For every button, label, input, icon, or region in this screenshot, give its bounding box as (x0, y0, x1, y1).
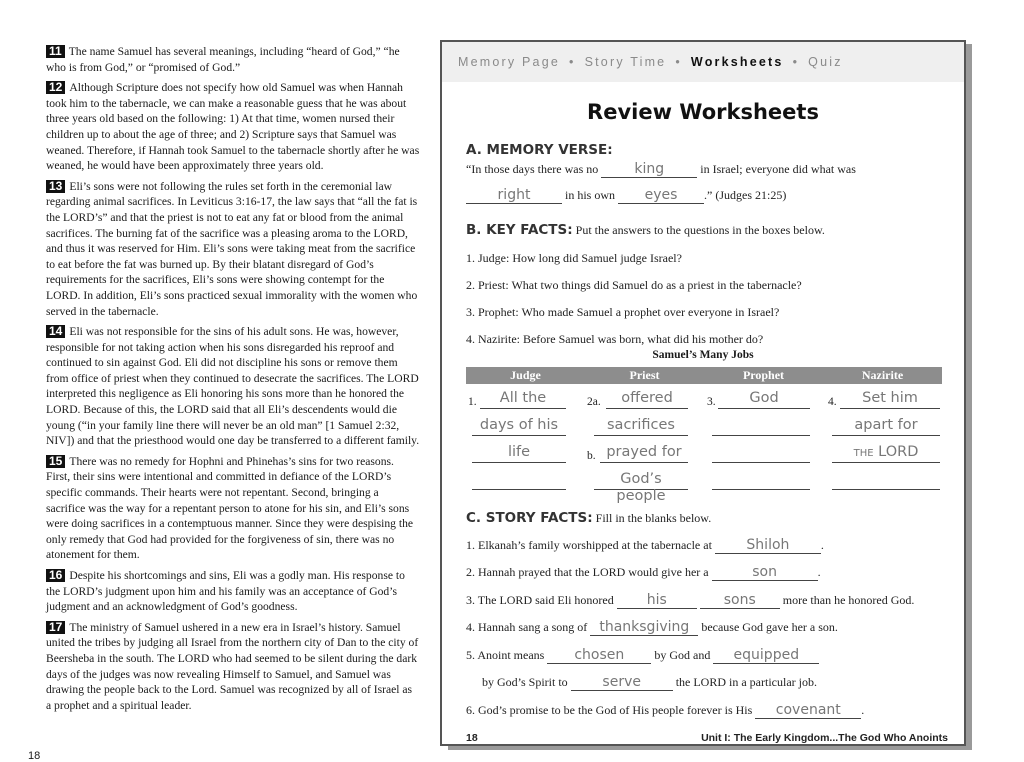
section-heading: C. STORY FACTS: (466, 510, 593, 526)
paragraph-text: Eli was not responsible for the sins of his adult sons. He was, however, responsible for not taking action when his sons disregarded his reproof and continued to sin against God. Eli did not discipline his sons or remove them from office of priest when they continued to desecrate the sacrifices. The LORD interpreted this negligence as Eli honoring his sons more than he honored the LORD. Because of this, the LORD said that all Eli’s descendents would die young (“in your family line there will never be an old man” [1 Samuel 2:32, NIV]) and that the priesthood would one day be transferred to a different family. (46, 325, 420, 448)
answer-blank[interactable]: king (601, 162, 697, 178)
column-header-prophet: Prophet (742, 368, 785, 382)
question-text: by God and (654, 648, 711, 662)
prophet-prefix: 3. (707, 396, 716, 408)
question-text: 1. Elkanah’s family worshipped at the tabernacle at (466, 538, 712, 552)
verse-text: “In those days there was no (466, 162, 599, 176)
column-header-priest: Priest (629, 368, 660, 382)
worksheet-title: Review Worksheets (587, 100, 819, 124)
nazirite-answer-line[interactable] (832, 444, 940, 463)
priest-answer-line[interactable]: offered (606, 390, 688, 409)
question-text: . (820, 538, 824, 552)
tab-quiz[interactable]: Quiz (808, 55, 843, 69)
paragraph-14 (46, 324, 420, 449)
paragraph-number: 16 (46, 569, 65, 582)
question-text: the LORD in a particular job. (675, 675, 817, 689)
column-header-judge: Judge (510, 368, 541, 382)
jobs-table-title: Samuel’s Many Jobs (652, 349, 754, 361)
prophet-answer-line[interactable] (712, 444, 810, 463)
judge-answer-line[interactable]: days of his (472, 417, 566, 436)
story-fact-1 (466, 538, 824, 554)
nazirite-answer-line[interactable]: Set him (840, 390, 940, 409)
footer-unit-title: Unit I: The Early Kingdom...The God Who Anoints (701, 732, 948, 744)
story-fact-4 (466, 620, 838, 636)
footer-page-number: 18 (466, 732, 478, 744)
story-fact-5-continued (482, 675, 817, 691)
answer-blank[interactable]: his (617, 593, 697, 609)
story-fact-6 (466, 703, 864, 719)
key-fact-question: 4. Nazirite: Before Samuel was born, what did his mother do? (466, 332, 764, 346)
verse-text: .” (Judges 21:25) (704, 188, 787, 202)
answer-blank[interactable]: serve (571, 675, 673, 691)
nazirite-prefix: 4. (828, 396, 837, 408)
answer-blank[interactable]: right (466, 188, 562, 204)
priest-answer-line[interactable]: God’s people (594, 471, 688, 490)
question-text: more than he honored God. (782, 593, 915, 607)
answer-blank[interactable]: Shiloh (715, 538, 821, 554)
question-text: . (861, 703, 865, 717)
prophet-answer-line[interactable]: God (718, 390, 810, 409)
nav-separator: • (675, 55, 682, 69)
section-heading: A. MEMORY VERSE: (466, 142, 613, 158)
question-text: by God’s Spirit to (482, 675, 568, 689)
answer-blank[interactable]: sons (700, 593, 780, 609)
key-fact-question: 3. Prophet: Who made Samuel a prophet over everyone in Israel? (466, 305, 780, 319)
paragraph-number: 17 (46, 621, 65, 634)
paragraph-number: 12 (46, 81, 65, 94)
section-nav (442, 42, 964, 82)
nazirite-answer-line[interactable]: apart for (832, 417, 940, 436)
paragraph-number: 14 (46, 325, 65, 338)
key-fact-question: 2. Priest: What two things did Samuel do as a priest in the tabernacle? (466, 278, 802, 292)
jobs-table-header (466, 367, 942, 384)
paragraph-number: 15 (46, 455, 65, 468)
judge-answer-line[interactable]: All the (480, 390, 566, 409)
paragraph-16 (46, 568, 420, 615)
tab-memory-page[interactable]: Memory Page (458, 55, 561, 69)
paragraph-13 (46, 179, 420, 319)
key-facts-heading (466, 222, 825, 238)
section-instruction: Fill in the blanks below. (595, 511, 712, 525)
paragraph-text: The ministry of Samuel ushered in a new era in Israel’s history. Samuel united the tribes by judging all Israel from the northern city of Dan to the city of Beersheba in the south. The LORD who had seemed to be silent during the dark days of the judges was now revealing Himself to Samuel, and Samuel was drawing the people back to the Lord. Samuel was recognized by all of Israel as a prophet and a spiritual leader. (46, 620, 419, 712)
judge-prefix: 1. (468, 396, 477, 408)
story-fact-3 (466, 593, 914, 609)
section-instruction: Put the answers to the questions in the boxes below. (575, 223, 825, 237)
worksheet-panel (440, 40, 966, 746)
answer-blank[interactable]: covenant (755, 703, 861, 719)
nav-separator: • (569, 55, 576, 69)
page-number: 18 (28, 750, 41, 762)
answer-blank[interactable]: chosen (547, 648, 651, 664)
prophet-answer-line[interactable] (712, 417, 810, 436)
priest-answer-line[interactable]: sacrifices (594, 417, 688, 436)
prophet-answer-line[interactable] (712, 471, 810, 490)
paragraph-11 (46, 44, 420, 75)
tab-worksheets[interactable]: Worksheets (690, 55, 784, 69)
memory-verse-line-2 (466, 188, 786, 204)
verse-text: in Israel; everyone did what was (700, 162, 856, 176)
question-text: 2. Hannah prayed that the LORD would give her a (466, 565, 709, 579)
answer-blank[interactable]: eyes (618, 188, 704, 204)
question-text: . (817, 565, 821, 579)
nav-separator: • (792, 55, 800, 69)
paragraph-12 (46, 80, 420, 174)
paragraph-text: There was no remedy for Hophni and Phinehas’s sins for two reasons. First, their sins were intentional and committed in defiance of the LORD’s specific commands. Their hearts were not repentant. Second, bringing a sacrifice was the way for a repentant person to atone for his sin, and Eli’s sons were doing sacrifices in a contemptuous manner. Since they were despising the only remedy that God had provided for the forgiveness of sin, there was no atonement for them. (46, 454, 414, 562)
paragraph-text: Despite his shortcomings and sins, Eli was a godly man. His response to the LORD’s judgment upon him and his family was an acceptance of God’s judgment and an acknowledgment of God’s goodness. (46, 569, 405, 614)
story-fact-5 (466, 648, 819, 664)
tab-story-time[interactable]: Story Time (584, 55, 667, 69)
nazirite-answer-text: the LORD (853, 444, 919, 460)
paragraph-number: 13 (46, 180, 65, 193)
paragraph-text: The name Samuel has several meanings, including “heard of God,” “he who is from God,” or “promised of God.” (46, 45, 400, 74)
commentary-column (46, 44, 420, 718)
story-fact-2 (466, 565, 821, 581)
paragraph-15 (46, 454, 420, 563)
column-header-nazirite: Nazirite (861, 368, 904, 382)
priest-answer-line[interactable]: prayed for (600, 444, 688, 463)
question-text: 5. Anoint means (466, 648, 545, 662)
memory-verse-heading (466, 142, 613, 158)
paragraph-text: Eli’s sons were not following the rules set forth in the ceremonial law regarding animal sacrifices. In Leviticus 3:16-17, the law says that “all the fat is the LORD’s” and that the priest is not to eat any fat or blood from the animal sacrifices. The burning fat of the sacrifice was a pleasing aroma to the LORD, and thus it was reserved for Him. Eli’s sons were taking meat from the sacrifice to eat before the fat was burned up. By their blatant disregard of God’s requirements for the sacrifices, Eli’s sons were showing contempt for the LORD. In addition, Eli’s sons practiced sexual immorality with the women who served in the tabernacle. (46, 179, 418, 318)
answer-blank[interactable]: equipped (713, 648, 819, 664)
nazirite-answer-line[interactable] (832, 471, 940, 490)
paragraph-number: 11 (46, 45, 65, 58)
question-text: 3. The LORD said Eli honored (466, 593, 614, 607)
judge-answer-line[interactable]: life (472, 444, 566, 463)
memory-verse-line-1 (466, 162, 856, 178)
judge-answer-line[interactable] (472, 471, 566, 490)
priest-prefix-a: 2a. (587, 396, 601, 408)
key-fact-question: 1. Judge: How long did Samuel judge Israel? (466, 251, 682, 265)
question-text: 6. God’s promise to be the God of His people forever is His (466, 703, 753, 717)
verse-text: in his own (565, 188, 616, 202)
priest-prefix-b: b. (587, 450, 596, 462)
paragraph-17 (46, 620, 420, 714)
question-text: because God gave her a son. (701, 620, 838, 634)
answer-blank[interactable]: thanksgiving (590, 620, 698, 636)
story-facts-heading (466, 510, 711, 526)
answer-blank[interactable]: son (712, 565, 818, 581)
paragraph-text: Although Scripture does not specify how old Samuel was when Hannah took him to the tabernacle, we can make a reasonable guess that he was about three years old based on the following: 1) At that time, women nursed their children up to about the age of three; and 2) Scripture says that Samuel was weaned. Therefore, if Hannah took Samuel to the tabernacle shortly after he was weaned, he would have been approximately three years old. (46, 81, 420, 173)
section-heading: B. KEY FACTS: (466, 222, 573, 238)
question-text: 4. Hannah sang a song of (466, 620, 588, 634)
